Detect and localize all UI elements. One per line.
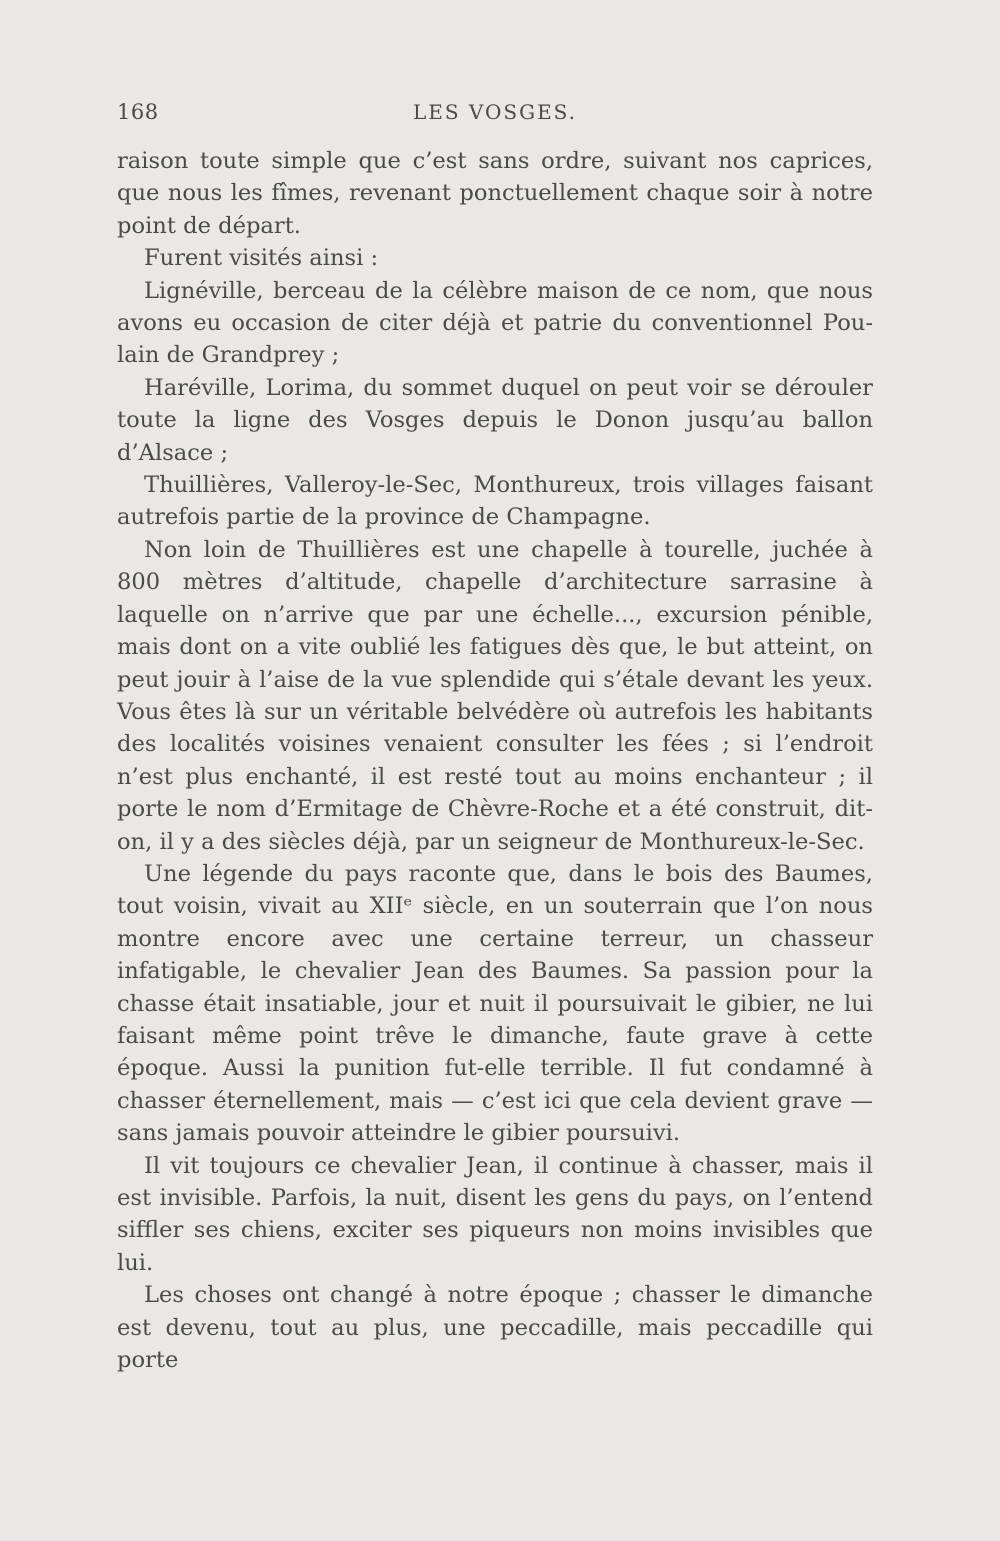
paragraph: Haréville, Lorima, du sommet duquel on peut voir se dérouler toute la ligne des Vosges depuis le Donon jusqu’au ballon d’Alsace ; <box>117 374 873 466</box>
paragraph: Les choses ont changé à notre époque ; chasser le dimanche est devenu, tout au plus, une peccadille, mais peccadille qui porte <box>117 1282 873 1374</box>
body-text <box>117 145 873 1376</box>
paragraph: Furent visités ainsi : <box>144 245 379 272</box>
paragraph: Il vit toujours ce chevalier Jean, il continue à chasser, mais il est invisible. Parfois, la nuit, disent les gens du pays, on l’entend siffler ses chiens, exciter ses piqueurs non moins invisibles que lui. <box>117 1152 873 1276</box>
page-header <box>117 100 873 130</box>
paragraph: Lignéville, berceau de la célèbre maison de ce nom, que nous avons eu occasion de citer déjà et patrie du conventionnel Poulain de Grandprey ; <box>117 277 873 369</box>
paragraph-continuation: raison toute simple que c’est sans ordre, suivant nos caprices, que nous les fîmes, revenant ponctuellement chaque soir à notre point de départ. <box>117 148 873 239</box>
running-title: LES VOSGES. <box>412 100 578 124</box>
paragraph: Non loin de Thuillières est une chapelle à tourelle, juchée à 800 mètres d’altitude, chapelle d’architecture sarrasine à laquelle on n’arrive que par une échelle..., excursion pénible, mais dont on a vite oublié les fatigues dès que, le but atteint, on peut jouir à l’aise de la vue splendide qui s’étale devant les yeux. Vous êtes là sur un véritable belvédère où autrefois les habitants des localités voisines venaient consulter les fées ; si l’endroit n’est plus enchanté, il est resté tout au moins enchanteur ; il porte le nom d’Ermitage de Chèvre-Roche et a été construit, dit-on, il y a des siècles déjà, par un seigneur de Monthureux-le-Sec. <box>117 536 873 855</box>
paragraph: Thuillières, Valleroy-le-Sec, Monthureux, trois villages faisant autrefois partie de la province de Champagne. <box>117 472 873 531</box>
paragraph: Une légende du pays raconte que, dans le bois des Baumes, tout voisin, vivait au XIIᵉ siècle, en un souterrain que l’on nous montre encore avec une certaine terreur, un chasseur infatigable, le chevalier Jean des Baumes. Sa passion pour la chasse était insatiable, jour et nuit il poursuivait le gibier, ne lui faisant même point trêve le dimanche, faute grave à cette époque. Aussi la punition fut-elle terrible. Il fut condamné à chasser éternellement, mais — c’est ici que cela devient grave — sans jamais pouvoir atteindre le gibier poursuivi. <box>117 860 873 1147</box>
page-number: 168 <box>117 100 159 124</box>
